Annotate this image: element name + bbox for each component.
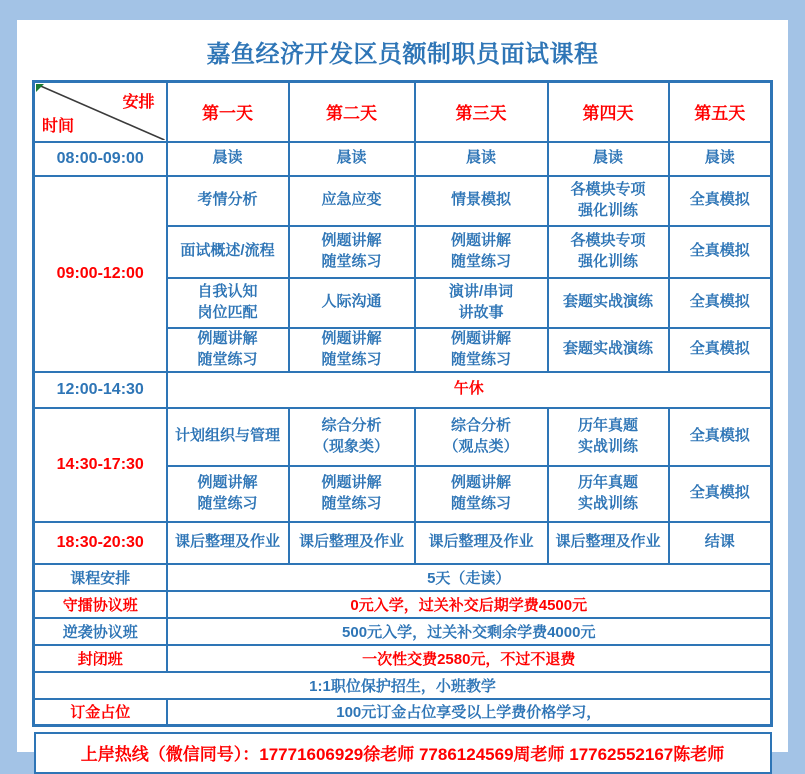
- schedule-cell: [548, 278, 669, 328]
- cell-line: 课后整理及作业: [428, 533, 534, 551]
- info-value-cell: 0元入学，过关补交后期学费4500元: [167, 591, 772, 618]
- cell-line: 随堂练习: [197, 350, 258, 368]
- cell-line: 综合分析: [321, 417, 382, 435]
- day-header-5: 第五天: [669, 82, 772, 142]
- corner-label-time: 时间: [42, 117, 75, 135]
- schedule-cell: [289, 408, 415, 466]
- info-label-cell: 封闭班: [34, 645, 167, 672]
- info-label-cell: 订金占位: [34, 699, 167, 726]
- cell-line: 演讲/串词: [448, 283, 514, 301]
- poster-title: 嘉鱼经济开发区员额制职员面试课程: [206, 41, 599, 68]
- cell-line: 全真模拟: [689, 484, 750, 502]
- schedule-cell: [167, 372, 772, 408]
- cell-line: 例题讲解: [197, 330, 258, 348]
- schedule-cell: [669, 278, 772, 328]
- cell-line: 例题讲解: [450, 474, 511, 492]
- info-row: [34, 699, 772, 726]
- cell-line: 晨读: [212, 149, 243, 167]
- corner-header-cell: [34, 82, 167, 142]
- cell-line: 例题讲解: [450, 330, 511, 348]
- cell-line: 随堂练习: [450, 494, 511, 512]
- cell-line: 随堂练习: [197, 494, 258, 512]
- cell-line: 课后整理及作业: [174, 533, 280, 551]
- schedule-cell: [415, 408, 548, 466]
- schedule-cell: [289, 466, 415, 522]
- schedule-cell: [415, 278, 548, 328]
- cell-line: 晨读: [465, 149, 496, 167]
- info-row: [34, 645, 772, 672]
- schedule-cell: [669, 142, 772, 176]
- schedule-cell: [669, 328, 772, 372]
- schedule-cell: [289, 278, 415, 328]
- schedule-cell: [415, 328, 548, 372]
- cell-line: 计划组织与管理: [174, 427, 280, 445]
- schedule-cell: [548, 176, 669, 226]
- info-row: [34, 672, 772, 699]
- cell-line: 讲故事: [458, 303, 504, 321]
- cell-line: 全真模拟: [689, 293, 750, 311]
- schedule-cell: [669, 176, 772, 226]
- cell-line: 全真模拟: [689, 340, 750, 358]
- schedule-cell: [548, 226, 669, 278]
- schedule-cell: [415, 466, 548, 522]
- schedule-cell: [167, 278, 289, 328]
- cell-line: 应急应变: [321, 191, 382, 209]
- schedule-cell: [669, 226, 772, 278]
- cell-line: 实战训练: [577, 437, 638, 455]
- cell-line: 例题讲解: [321, 474, 382, 492]
- time-slot-cell: 09:00-12:00: [34, 176, 167, 372]
- day-header-4: 第四天: [548, 82, 669, 142]
- day-header-2: 第二天: [289, 82, 415, 142]
- hotline-text: 上岸热线（微信同号）：17771606929徐老师 7786124569周老师 17762552167陈老师: [80, 745, 725, 764]
- cell-line: 套题实战演练: [562, 340, 653, 358]
- corner-label-arrangement: 安排: [122, 93, 155, 111]
- schedule-cell: [548, 408, 669, 466]
- info-label-cell: 守擂协议班: [34, 591, 167, 618]
- cell-line: 晨读: [592, 149, 623, 167]
- cell-line: 实战训练: [577, 494, 638, 512]
- cell-line: 课后整理及作业: [298, 533, 404, 551]
- cell-line: 晨读: [704, 149, 735, 167]
- schedule-row: [34, 372, 772, 408]
- time-slot-cell: 14:30-17:30: [34, 408, 167, 522]
- schedule-cell: [289, 176, 415, 226]
- info-row: [34, 618, 772, 645]
- cell-line: 各模块专项: [570, 181, 646, 199]
- course-schedule-table: [32, 80, 773, 727]
- cell-line: 人际沟通: [321, 293, 382, 311]
- cell-corner-marker-icon: [36, 84, 44, 92]
- cell-line: 课后整理及作业: [555, 533, 661, 551]
- schedule-cell: [167, 142, 289, 176]
- schedule-row: [34, 142, 772, 176]
- cell-line: （现象类）: [313, 437, 389, 455]
- time-slot-cell: 18:30-20:30: [34, 522, 167, 564]
- cell-line: 例题讲解: [197, 474, 258, 492]
- schedule-cell: [289, 226, 415, 278]
- cell-line: 晨读: [336, 149, 367, 167]
- schedule-cell: [289, 328, 415, 372]
- schedule-row: [34, 408, 772, 466]
- schedule-cell: [167, 176, 289, 226]
- schedule-cell: [415, 142, 548, 176]
- schedule-cell: [415, 522, 548, 564]
- info-row: [34, 564, 772, 591]
- cell-line: 岗位匹配: [197, 303, 258, 321]
- schedule-row: [34, 522, 772, 564]
- schedule-cell: [167, 408, 289, 466]
- info-value-cell: 100元订金占位享受以上学费价格学习，: [167, 699, 772, 726]
- cell-line: 例题讲解: [321, 330, 382, 348]
- day-header-1: 第一天: [167, 82, 289, 142]
- cell-line: 全真模拟: [689, 242, 750, 260]
- info-value-cell: 5天（走读）: [167, 564, 772, 591]
- cell-line: 随堂练习: [321, 494, 382, 512]
- cell-line: 自我认知: [197, 283, 258, 301]
- cell-line: 综合分析: [450, 417, 511, 435]
- cell-line: 随堂练习: [450, 252, 511, 270]
- schedule-cell: [415, 226, 548, 278]
- schedule-cell: [669, 408, 772, 466]
- cell-line: 例题讲解: [450, 232, 511, 250]
- cell-line: 随堂练习: [321, 350, 382, 368]
- info-row: [34, 591, 772, 618]
- cell-line: 全真模拟: [689, 427, 750, 445]
- course-poster-panel: [17, 20, 788, 764]
- schedule-cell: [167, 466, 289, 522]
- schedule-cell: [415, 176, 548, 226]
- cell-line: 随堂练习: [450, 350, 511, 368]
- cell-line: 考情分析: [197, 191, 258, 209]
- cell-line: 随堂练习: [321, 252, 382, 270]
- cell-line: 例题讲解: [321, 232, 382, 250]
- time-slot-cell: 12:00-14:30: [34, 372, 167, 408]
- schedule-cell: [548, 522, 669, 564]
- cell-line: 套题实战演练: [562, 293, 653, 311]
- schedule-cell: [548, 142, 669, 176]
- schedule-cell: [548, 466, 669, 522]
- day-header-3: 第三天: [415, 82, 548, 142]
- cell-line: 各模块专项: [570, 232, 646, 250]
- schedule-cell: [167, 522, 289, 564]
- info-value-cell: 500元入学，过关补交剩余学费4000元: [167, 618, 772, 645]
- cell-line: 历年真题: [577, 417, 638, 435]
- cell-line: 午休: [453, 380, 484, 398]
- cell-line: 强化训练: [577, 252, 638, 270]
- schedule-cell: [548, 328, 669, 372]
- cell-line: 面试概述/流程: [180, 242, 275, 260]
- cell-line: 历年真题: [577, 474, 638, 492]
- cell-line: （观点类）: [443, 437, 519, 455]
- schedule-cell: [669, 522, 772, 564]
- cell-line: 强化训练: [577, 201, 638, 219]
- schedule-cell: [167, 226, 289, 278]
- cell-line: 全真模拟: [689, 191, 750, 209]
- time-slot-cell: 08:00-09:00: [34, 142, 167, 176]
- hotline-box: [34, 732, 772, 774]
- schedule-cell: [289, 522, 415, 564]
- schedule-cell: [167, 328, 289, 372]
- cell-line: 情景模拟: [450, 191, 511, 209]
- schedule-cell: [669, 466, 772, 522]
- info-value-cell: 一次性交费2580元，不过不退费: [167, 645, 772, 672]
- cell-line: 结课: [704, 533, 735, 551]
- info-label-cell: 逆袭协议班: [34, 618, 167, 645]
- header-row: [34, 82, 772, 142]
- info-label-cell: 课程安排: [34, 564, 167, 591]
- schedule-cell: [289, 142, 415, 176]
- info-full-cell: 1:1职位保护招生，小班教学: [34, 672, 772, 699]
- diagonal-split-cell: [36, 84, 165, 140]
- schedule-row: [34, 176, 772, 226]
